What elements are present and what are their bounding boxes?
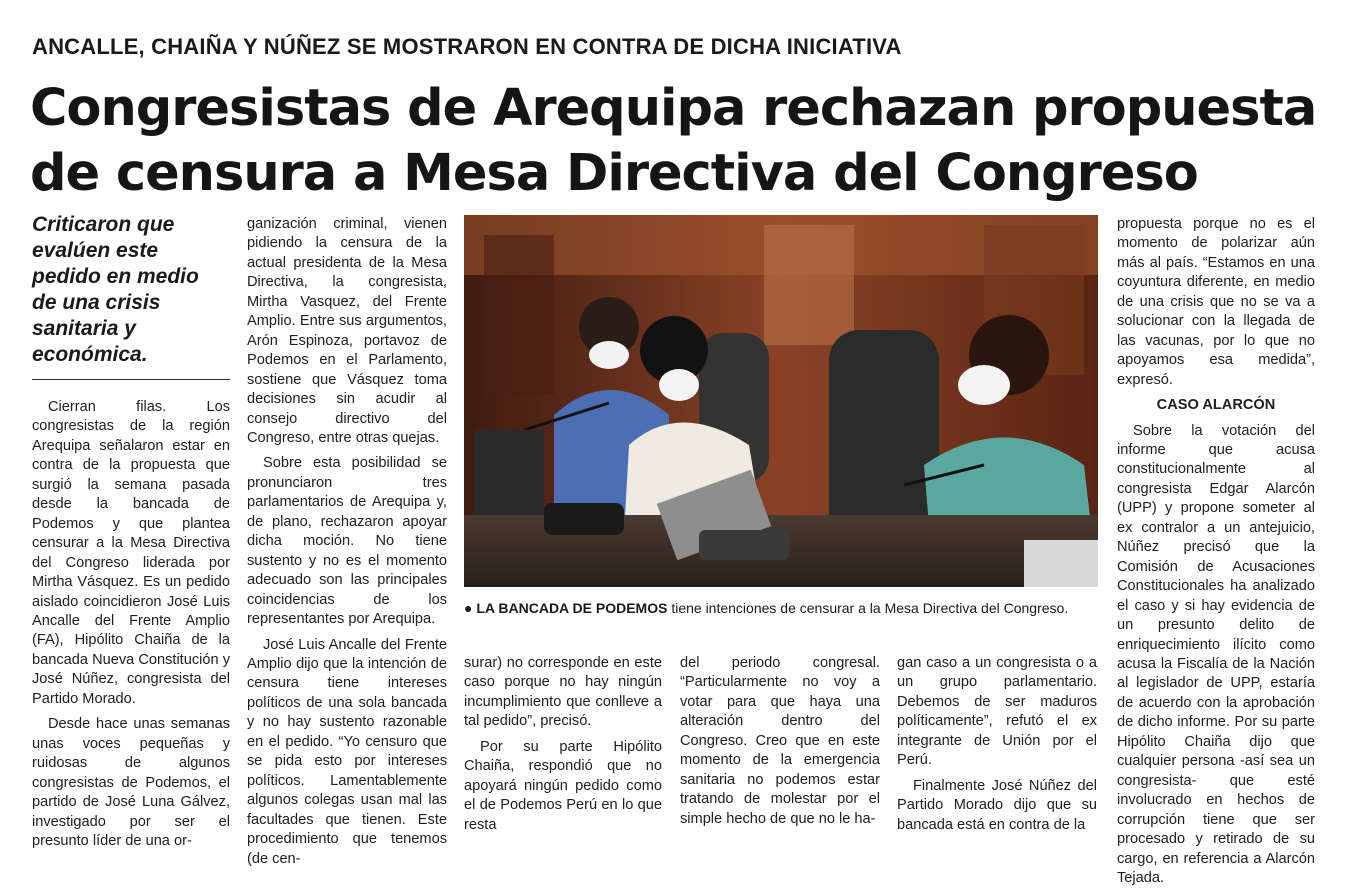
paragraph: propuesta porque no es el momento de polarizar aún más al país. “Estamos en una coyuntura diferente, en medio de una crisis que no se va a solucionar con la llegada de las vacunas, por lo que no apoyamos esa medida”, expresó. (1117, 216, 1315, 388)
column-6 (1117, 215, 1315, 888)
column-5 (897, 654, 1097, 835)
congress-photo-illustration (464, 215, 1098, 587)
column-1 (32, 398, 230, 851)
paragraph: Desde hace unas semanas unas voces pequeñas y ruidosas de algunos congresistas de Podemos, el partido de José Luna Gálvez, investigado por ser el presunto líder de una or- (32, 716, 230, 849)
article-deck: Criticaron que evalúen este pedido en medio de una crisis sanitaria y económica. (32, 213, 199, 366)
column-4 (680, 654, 880, 829)
article-headline (30, 76, 1330, 206)
paragraph: del periodo congresal. “Particularmente no voy a votar para que haya una alteración dentro del Congreso. Creo que en este momento de la emergencia sanitaria no podemos estar tratando de molestar por el simple hecho de que no le ha- (680, 655, 880, 827)
caption-text: tiene intenciones de censurar a la Mesa Directiva del Congreso. (667, 600, 1069, 616)
headline-line-2: de censura a Mesa Directiva del Congreso (30, 144, 1198, 203)
paragraph: Finalmente José Núñez del Partido Morado dijo que su bancada está en contra de la (897, 777, 1097, 833)
paragraph: surar) no corresponde en este caso porque no hay ningún incumplimiento que conlleve a tal pedido”, precisó. (464, 655, 662, 730)
column-3 (464, 654, 662, 835)
article-photo (464, 215, 1098, 587)
article-kicker: ANCALLE, CHAIÑA Y NÚÑEZ SE MOSTRARON EN CONTRA DE DICHA INICIATIVA (32, 34, 902, 59)
section-subheading: CASO ALARCÓN (1156, 397, 1276, 414)
paragraph: José Luis Ancalle del Frente Amplio dijo que la intención de censura tiene intereses políticos de una sola bancada y no hay sustento razonable en el pedido. “Yo censuro que se pida esto por intereses políticos. Lamentablemente algunos colegas usan mal las facultades que tienen. Este procedimiento que tenemos (de cen- (247, 636, 447, 867)
paragraph: ganización criminal, vienen pidiendo la censura de la actual presidenta de la Mesa Directiva, la congresista, Mirtha Vasquez, del Frente Amplio. Entre sus argumentos, Arón Espinoza, portavoz de Podemos en el Parlamento, sostiene que Vásquez toma decisiones sin acudir al consejo directivo del Congreso, entre otras quejas. (247, 216, 447, 446)
photo-caption (464, 600, 1104, 616)
headline-line-1: Congresistas de Arequipa rechazan propuesta (30, 79, 1317, 138)
deck-divider (32, 379, 230, 380)
paragraph: gan caso a un congresista o a un grupo parlamentario. Debemos de ser maduros políticamente”, refutó el ex integrante de Unión por el Perú. (897, 655, 1097, 769)
paragraph: Cierran filas. Los congresistas de la región Arequipa señalaron estar en contra de la propuesta que surgió la semana pasada desde la bancada de Podemos y que plantea censurar a la Mesa Directiva del Congreso liderada por Mirtha Vásquez. Es un pedido aislado coincidieron José Luis Ancalle del Frente Amplio (FA), Hipólito Chaiña de la bancada Nueva Constitución y José Núñez, congresista del Partido Morado. (32, 399, 230, 707)
caption-lead: LA BANCADA DE PODEMOS (476, 600, 668, 616)
column-2 (247, 215, 447, 869)
paragraph: Sobre la votación del informe que acusa constitucionalmente al congresista Edgar Alarcón (UPP) y propone someter al ex contralor a un antejuicio, Núñez precisó que la Comisión de Acusaciones Constitucionales ha analizado el caso y si hay evidencia de un presunto delito de enriquecimiento ilícito como acusa la Fiscalía de la Nación al legislador de UPP, estaría de acuerdo con la aprobación de dicho informe. Por su parte Hipólito Chaiña dijo que cualquier persona -así sea un congresista- que esté involucrado en hechos de corrupción tiene que ser procesado y retirado de su cargo, en referencia a Alarcón Tejada. (1117, 422, 1315, 886)
caption-bullet-icon: ● (464, 600, 473, 616)
paragraph: Por su parte Hipólito Chaiña, respondió que no apoyará ningún pedido como el de Podemos Perú en lo que resta (464, 738, 662, 833)
paragraph: Sobre esta posibilidad se pronunciaron tres parlamentarios de Arequipa y, de plano, rechazaron apoyar dicha moción. No tiene sustento y no es el momento adecuado son las principales coincidencias de los representantes por Arequipa. (247, 455, 447, 628)
